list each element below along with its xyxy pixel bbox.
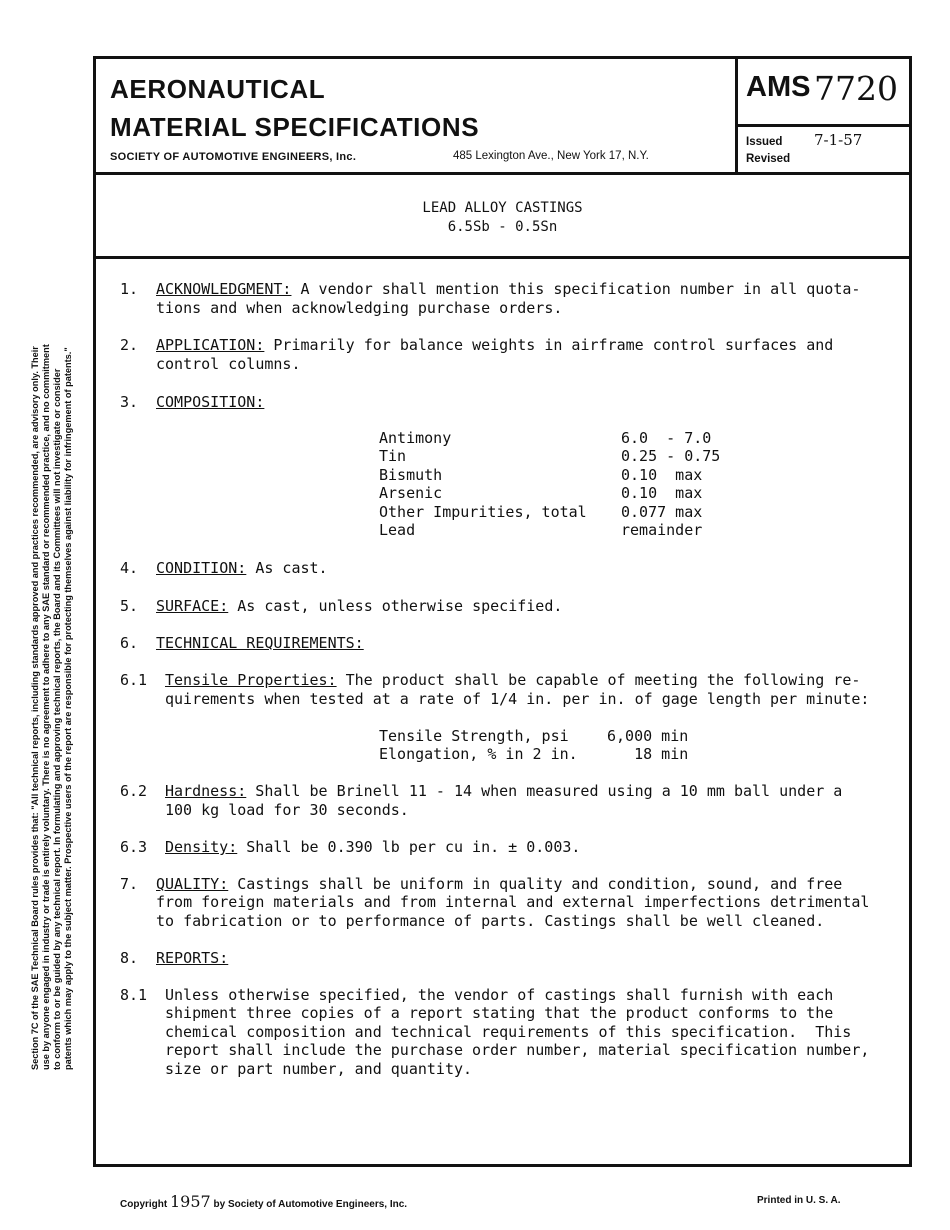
section-heading: CONDITION: xyxy=(156,559,247,577)
revised-label: Revised xyxy=(746,153,791,165)
section-heading: ACKNOWLEDGMENT: xyxy=(156,280,292,298)
section-5-text xyxy=(156,597,562,616)
composition-value: 0.25 - 0.75 xyxy=(621,447,721,465)
specification-frame xyxy=(93,56,912,1167)
section-8-1-line1: Unless otherwise specified, the vendor of castings shall furnish with each xyxy=(165,986,834,1004)
title-divider xyxy=(96,256,909,259)
section-heading: SURFACE: xyxy=(156,597,229,615)
composition-element: Lead xyxy=(379,521,416,539)
section-heading: Tensile Properties: xyxy=(165,671,337,689)
tensile-value: 18 min xyxy=(607,745,689,763)
section-number: 5. xyxy=(120,597,139,615)
document-title xyxy=(96,199,909,237)
section-number: 8.1 xyxy=(120,986,148,1004)
tensile-value: 6,000 min xyxy=(607,727,689,745)
publisher-header xyxy=(96,59,736,173)
section-heading: APPLICATION: xyxy=(156,336,265,354)
section-heading: Density: xyxy=(165,838,238,856)
ams-number-box xyxy=(738,59,912,127)
section-number: 6.3 xyxy=(120,838,148,856)
section-heading: REPORTS: xyxy=(156,949,229,967)
section-number: 1. xyxy=(120,280,139,298)
section-8-1-line5: size or part number, and quantity. xyxy=(165,1060,473,1078)
section-number: 3. xyxy=(120,393,139,411)
notice-line: patents which may apply to the subject matter. Prospective users of the report are responsible for protecting themselves against liability for infringement of patents." xyxy=(63,347,73,1070)
section-2-text xyxy=(156,336,833,355)
header-title-line2: MATERIAL SPECIFICATIONS xyxy=(110,112,480,142)
sae-technical-board-notice xyxy=(30,160,74,1070)
section-6-2-line2: 100 kg load for 30 seconds. xyxy=(165,801,409,819)
section-text: Primarily for balance weights in airframe control surfaces and xyxy=(264,336,834,354)
notice-line: to conform to or be guided by any technical report. In formulating and approving technical reports, the Board and its Committees will not investigate or consider xyxy=(52,368,62,1070)
composition-element: Other Impurities, total xyxy=(379,503,587,521)
section-heading: Hardness: xyxy=(165,782,247,800)
section-1-line2: tions and when acknowledging purchase orders. xyxy=(156,299,563,317)
section-6-1-line2: quirements when tested at a rate of 1/4 in. per in. of gage length per minute: xyxy=(165,690,870,708)
section-number: 2. xyxy=(120,336,139,354)
society-name: SOCIETY OF AUTOMOTIVE ENGINEERS, Inc. xyxy=(110,151,357,163)
section-text: Shall be Brinell 11 - 14 when measured using a 10 mm ball under a xyxy=(246,782,843,800)
composition-element: Tin xyxy=(379,447,407,465)
composition-element: Bismuth xyxy=(379,466,443,484)
section-7-text xyxy=(156,875,842,894)
ams-label: AMS xyxy=(746,71,811,103)
tensile-property: Elongation, % in 2 in. xyxy=(379,745,578,763)
ams-number: 7720 xyxy=(814,69,898,108)
section-text: As cast. xyxy=(246,559,328,577)
section-1-text xyxy=(156,280,860,299)
composition-value: 0.10 max xyxy=(621,484,703,502)
composition-value: remainder xyxy=(621,521,703,539)
society-address: 485 Lexington Ave., New York 17, N.Y. xyxy=(453,150,649,162)
section-number: 4. xyxy=(120,559,139,577)
section-6-1-text xyxy=(165,671,860,690)
section-number: 8. xyxy=(120,949,139,967)
section-number: 7. xyxy=(120,875,139,893)
section-number: 6.2 xyxy=(120,782,148,800)
composition-value: 0.10 max xyxy=(621,466,703,484)
section-4-text xyxy=(156,559,328,578)
section-text: As cast, unless otherwise specified. xyxy=(228,597,563,615)
section-text: Castings shall be uniform in quality and condition, sound, and free xyxy=(228,875,843,893)
notice-line: Section 7C of the SAE Technical Board rules provides that: "All technical reports, including standards approved and practices recommended, are advisory only. Their xyxy=(30,346,40,1070)
section-heading: QUALITY: xyxy=(156,875,229,893)
section-8-1-line3: chemical composition and technical requirements of this specification. This xyxy=(165,1023,852,1041)
section-6-3-text xyxy=(165,838,580,857)
section-6-2-text xyxy=(165,782,842,801)
document-title-line1: LEAD ALLOY CASTINGS xyxy=(422,200,583,216)
copyright-holder: by Society of Automotive Engineers, Inc. xyxy=(213,1199,408,1210)
section-2-line2: control columns. xyxy=(156,355,301,373)
copyright-notice xyxy=(120,1192,407,1211)
section-number: 6. xyxy=(120,634,139,652)
copyright-year: 1957 xyxy=(170,1192,211,1211)
composition-value: 0.077 max xyxy=(621,503,703,521)
section-text: Shall be 0.390 lb per cu in. ± 0.003. xyxy=(237,838,581,856)
document-title-line2: 6.5Sb - 0.5Sn xyxy=(447,219,558,235)
header-divider xyxy=(96,172,909,175)
composition-element: Arsenic xyxy=(379,484,443,502)
composition-value: 6.0 - 7.0 xyxy=(621,429,712,447)
section-heading: TECHNICAL REQUIREMENTS: xyxy=(156,634,364,652)
copyright-label: Copyright xyxy=(120,1199,168,1210)
composition-element: Antimony xyxy=(379,429,452,447)
section-number: 6.1 xyxy=(120,671,148,689)
issued-date: 7-1-57 xyxy=(814,131,863,149)
section-7-line3: to fabrication or to performance of parts. Castings shall be well cleaned. xyxy=(156,912,825,930)
printed-notice: Printed in U. S. A. xyxy=(757,1195,841,1206)
issued-label: Issued xyxy=(746,136,783,148)
tensile-property: Tensile Strength, psi xyxy=(379,727,569,745)
section-text: The product shall be capable of meeting the following re- xyxy=(336,671,861,689)
section-8-1-line2: shipment three copies of a report stating that the product conforms to the xyxy=(165,1004,834,1022)
section-8-1-line4: report shall include the purchase order number, material specification number, xyxy=(165,1041,870,1059)
spec-id-box xyxy=(735,59,912,173)
header-title-line1: AERONAUTICAL xyxy=(110,74,326,104)
section-heading: COMPOSITION: xyxy=(156,393,265,411)
notice-line: use by anyone engaged in industry or trade is entirely voluntary. There is no agreement to adhere to any SAE standard or recommended practice, and no commitment xyxy=(41,344,51,1070)
section-text: A vendor shall mention this specification number in all quota- xyxy=(291,280,861,298)
section-7-line2: from foreign materials and from internal and external imperfections detrimental xyxy=(156,893,870,911)
